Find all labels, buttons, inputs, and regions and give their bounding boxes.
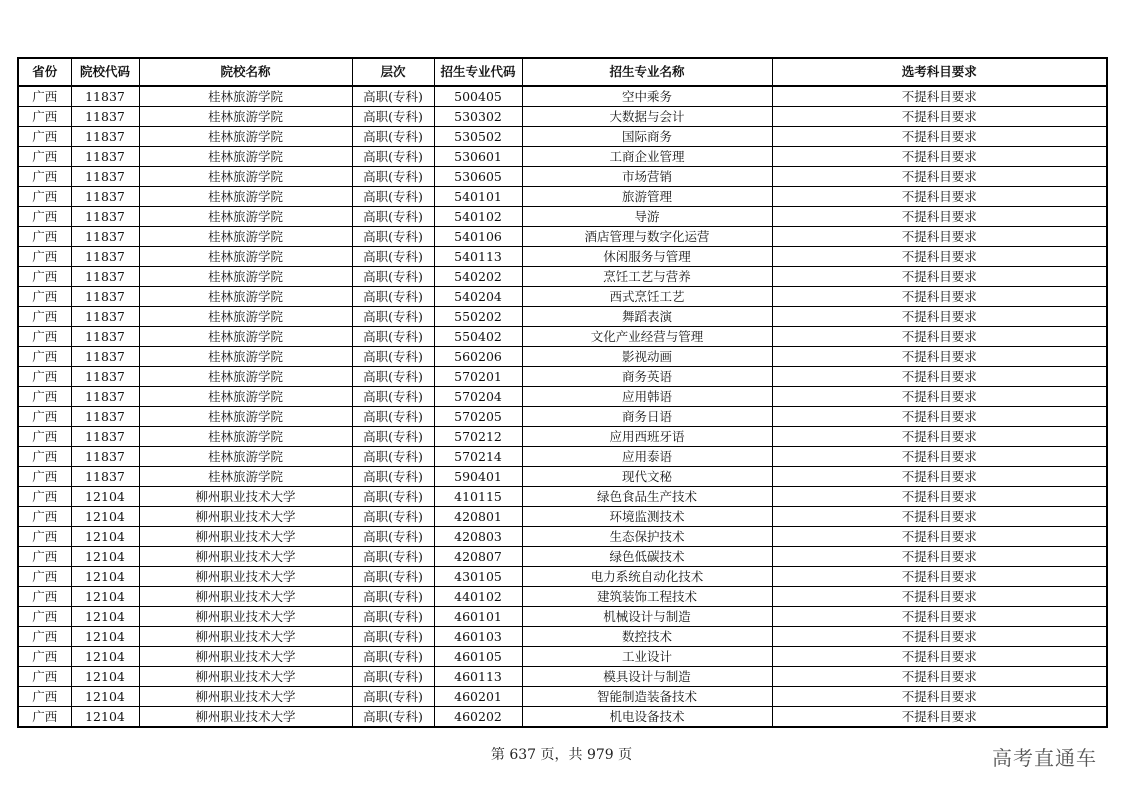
cell-province: 广西	[18, 347, 71, 367]
cell-level: 高职(专科)	[352, 327, 434, 347]
cell-subject-requirement: 不提科目要求	[772, 527, 1107, 547]
cell-level: 高职(专科)	[352, 387, 434, 407]
table-row	[18, 407, 1107, 427]
cell-school-name: 桂林旅游学院	[139, 127, 352, 147]
table-row	[18, 167, 1107, 187]
cell-province: 广西	[18, 407, 71, 427]
cell-school-code: 12104	[71, 547, 139, 567]
cell-subject-requirement: 不提科目要求	[772, 307, 1107, 327]
cell-school-name: 柳州职业技术大学	[139, 487, 352, 507]
cell-major-code: 530502	[434, 127, 522, 147]
col-header-major-code: 招生专业代码	[434, 58, 522, 86]
cell-subject-requirement: 不提科目要求	[772, 86, 1107, 107]
cell-province: 广西	[18, 567, 71, 587]
cell-level: 高职(专科)	[352, 487, 434, 507]
table-row	[18, 147, 1107, 167]
cell-major-code: 540102	[434, 207, 522, 227]
cell-province: 广西	[18, 647, 71, 667]
col-header-level: 层次	[352, 58, 434, 86]
cell-province: 广西	[18, 227, 71, 247]
table-row	[18, 487, 1107, 507]
cell-school-code: 12104	[71, 647, 139, 667]
cell-province: 广西	[18, 687, 71, 707]
cell-school-name: 桂林旅游学院	[139, 147, 352, 167]
cell-major-code: 570204	[434, 387, 522, 407]
cell-subject-requirement: 不提科目要求	[772, 387, 1107, 407]
cell-province: 广西	[18, 467, 71, 487]
cell-level: 高职(专科)	[352, 527, 434, 547]
cell-school-code: 12104	[71, 667, 139, 687]
table-row	[18, 507, 1107, 527]
cell-major-name: 环境监测技术	[522, 507, 772, 527]
cell-school-code: 11837	[71, 367, 139, 387]
cell-school-name: 柳州职业技术大学	[139, 647, 352, 667]
cell-school-name: 柳州职业技术大学	[139, 567, 352, 587]
table-row	[18, 427, 1107, 447]
cell-subject-requirement: 不提科目要求	[772, 427, 1107, 447]
cell-level: 高职(专科)	[352, 467, 434, 487]
cell-subject-requirement: 不提科目要求	[772, 167, 1107, 187]
cell-subject-requirement: 不提科目要求	[772, 247, 1107, 267]
cell-subject-requirement: 不提科目要求	[772, 507, 1107, 527]
col-header-major-name: 招生专业名称	[522, 58, 772, 86]
cell-major-code: 420807	[434, 547, 522, 567]
cell-level: 高职(专科)	[352, 247, 434, 267]
cell-major-name: 空中乘务	[522, 86, 772, 107]
table-row	[18, 467, 1107, 487]
table-row	[18, 287, 1107, 307]
cell-province: 广西	[18, 627, 71, 647]
cell-level: 高职(专科)	[352, 627, 434, 647]
table-row	[18, 547, 1107, 567]
cell-level: 高职(专科)	[352, 347, 434, 367]
cell-level: 高职(专科)	[352, 227, 434, 247]
table-row	[18, 107, 1107, 127]
cell-school-name: 柳州职业技术大学	[139, 667, 352, 687]
table-row	[18, 187, 1107, 207]
cell-major-code: 550202	[434, 307, 522, 327]
cell-subject-requirement: 不提科目要求	[772, 607, 1107, 627]
cell-major-code: 570205	[434, 407, 522, 427]
cell-province: 广西	[18, 327, 71, 347]
cell-major-name: 数控技术	[522, 627, 772, 647]
cell-school-code: 11837	[71, 387, 139, 407]
cell-subject-requirement: 不提科目要求	[772, 347, 1107, 367]
table-header	[18, 58, 1107, 86]
cell-province: 广西	[18, 367, 71, 387]
cell-province: 广西	[18, 267, 71, 287]
header-row	[18, 58, 1107, 86]
cell-major-name: 绿色低碳技术	[522, 547, 772, 567]
cell-school-name: 桂林旅游学院	[139, 387, 352, 407]
cell-province: 广西	[18, 107, 71, 127]
cell-subject-requirement: 不提科目要求	[772, 187, 1107, 207]
cell-major-code: 460113	[434, 667, 522, 687]
cell-province: 广西	[18, 127, 71, 147]
cell-major-code: 530605	[434, 167, 522, 187]
cell-subject-requirement: 不提科目要求	[772, 447, 1107, 467]
cell-province: 广西	[18, 207, 71, 227]
cell-province: 广西	[18, 187, 71, 207]
cell-province: 广西	[18, 507, 71, 527]
cell-school-code: 12104	[71, 527, 139, 547]
table-row	[18, 587, 1107, 607]
cell-major-name: 舞蹈表演	[522, 307, 772, 327]
cell-subject-requirement: 不提科目要求	[772, 647, 1107, 667]
cell-major-code: 460105	[434, 647, 522, 667]
cell-major-name: 大数据与会计	[522, 107, 772, 127]
cell-major-code: 530302	[434, 107, 522, 127]
cell-major-code: 570201	[434, 367, 522, 387]
cell-level: 高职(专科)	[352, 187, 434, 207]
cell-school-name: 桂林旅游学院	[139, 187, 352, 207]
cell-province: 广西	[18, 547, 71, 567]
cell-school-name: 桂林旅游学院	[139, 467, 352, 487]
table-row	[18, 387, 1107, 407]
col-header-province: 省份	[18, 58, 71, 86]
cell-subject-requirement: 不提科目要求	[772, 267, 1107, 287]
table-row	[18, 707, 1107, 728]
cell-school-name: 桂林旅游学院	[139, 247, 352, 267]
cell-major-name: 导游	[522, 207, 772, 227]
cell-subject-requirement: 不提科目要求	[772, 567, 1107, 587]
cell-level: 高职(专科)	[352, 567, 434, 587]
cell-province: 广西	[18, 247, 71, 267]
cell-school-name: 桂林旅游学院	[139, 307, 352, 327]
cell-subject-requirement: 不提科目要求	[772, 467, 1107, 487]
cell-major-code: 560206	[434, 347, 522, 367]
cell-level: 高职(专科)	[352, 447, 434, 467]
col-header-school-name: 院校名称	[139, 58, 352, 86]
cell-major-code: 420801	[434, 507, 522, 527]
cell-major-name: 工商企业管理	[522, 147, 772, 167]
cell-level: 高职(专科)	[352, 127, 434, 147]
cell-subject-requirement: 不提科目要求	[772, 487, 1107, 507]
table-row	[18, 447, 1107, 467]
table-row	[18, 627, 1107, 647]
cell-level: 高职(专科)	[352, 507, 434, 527]
cell-school-code: 12104	[71, 507, 139, 527]
cell-school-code: 12104	[71, 627, 139, 647]
cell-province: 广西	[18, 707, 71, 728]
cell-school-code: 11837	[71, 307, 139, 327]
cell-school-code: 11837	[71, 147, 139, 167]
cell-subject-requirement: 不提科目要求	[772, 227, 1107, 247]
cell-school-code: 11837	[71, 227, 139, 247]
cell-school-name: 桂林旅游学院	[139, 347, 352, 367]
cell-level: 高职(专科)	[352, 667, 434, 687]
cell-subject-requirement: 不提科目要求	[772, 627, 1107, 647]
cell-school-code: 11837	[71, 467, 139, 487]
cell-school-name: 桂林旅游学院	[139, 367, 352, 387]
cell-level: 高职(专科)	[352, 207, 434, 227]
cell-major-code: 530601	[434, 147, 522, 167]
cell-level: 高职(专科)	[352, 707, 434, 728]
cell-major-code: 570214	[434, 447, 522, 467]
cell-major-name: 工业设计	[522, 647, 772, 667]
cell-school-code: 12104	[71, 607, 139, 627]
cell-subject-requirement: 不提科目要求	[772, 667, 1107, 687]
cell-school-code: 12104	[71, 587, 139, 607]
cell-level: 高职(专科)	[352, 587, 434, 607]
table-row	[18, 527, 1107, 547]
cell-school-code: 11837	[71, 247, 139, 267]
cell-level: 高职(专科)	[352, 367, 434, 387]
cell-major-name: 酒店管理与数字化运营	[522, 227, 772, 247]
cell-major-name: 生态保护技术	[522, 527, 772, 547]
cell-school-name: 柳州职业技术大学	[139, 607, 352, 627]
cell-school-name: 桂林旅游学院	[139, 167, 352, 187]
cell-major-name: 烹饪工艺与营养	[522, 267, 772, 287]
cell-level: 高职(专科)	[352, 86, 434, 107]
cell-school-name: 桂林旅游学院	[139, 227, 352, 247]
table-row	[18, 227, 1107, 247]
col-header-subject-requirement: 选考科目要求	[772, 58, 1107, 86]
cell-major-code: 420803	[434, 527, 522, 547]
cell-major-code: 460103	[434, 627, 522, 647]
cell-major-name: 旅游管理	[522, 187, 772, 207]
table-row	[18, 327, 1107, 347]
cell-subject-requirement: 不提科目要求	[772, 367, 1107, 387]
cell-school-code: 12104	[71, 567, 139, 587]
cell-school-name: 柳州职业技术大学	[139, 687, 352, 707]
cell-school-code: 11837	[71, 107, 139, 127]
table-row	[18, 687, 1107, 707]
cell-level: 高职(专科)	[352, 267, 434, 287]
cell-level: 高职(专科)	[352, 647, 434, 667]
cell-subject-requirement: 不提科目要求	[772, 707, 1107, 728]
cell-major-code: 540113	[434, 247, 522, 267]
cell-school-name: 桂林旅游学院	[139, 327, 352, 347]
cell-major-code: 540202	[434, 267, 522, 287]
table-row	[18, 307, 1107, 327]
cell-school-name: 柳州职业技术大学	[139, 587, 352, 607]
cell-school-name: 桂林旅游学院	[139, 447, 352, 467]
cell-major-name: 西式烹饪工艺	[522, 287, 772, 307]
cell-subject-requirement: 不提科目要求	[772, 127, 1107, 147]
cell-major-name: 建筑装饰工程技术	[522, 587, 772, 607]
table-row	[18, 347, 1107, 367]
cell-school-code: 11837	[71, 427, 139, 447]
cell-major-code: 460101	[434, 607, 522, 627]
cell-subject-requirement: 不提科目要求	[772, 207, 1107, 227]
cell-province: 广西	[18, 427, 71, 447]
cell-major-name: 模具设计与制造	[522, 667, 772, 687]
cell-major-name: 现代文秘	[522, 467, 772, 487]
cell-school-name: 桂林旅游学院	[139, 407, 352, 427]
cell-major-code: 540204	[434, 287, 522, 307]
cell-school-code: 11837	[71, 407, 139, 427]
cell-major-name: 文化产业经营与管理	[522, 327, 772, 347]
cell-subject-requirement: 不提科目要求	[772, 287, 1107, 307]
cell-school-name: 桂林旅游学院	[139, 107, 352, 127]
cell-school-name: 桂林旅游学院	[139, 427, 352, 447]
cell-major-name: 应用泰语	[522, 447, 772, 467]
cell-level: 高职(专科)	[352, 427, 434, 447]
cell-school-code: 12104	[71, 687, 139, 707]
cell-level: 高职(专科)	[352, 547, 434, 567]
cell-school-name: 柳州职业技术大学	[139, 507, 352, 527]
cell-school-name: 桂林旅游学院	[139, 86, 352, 107]
table-row	[18, 247, 1107, 267]
table-row	[18, 86, 1107, 107]
cell-level: 高职(专科)	[352, 287, 434, 307]
cell-school-code: 11837	[71, 167, 139, 187]
cell-school-code: 11837	[71, 86, 139, 107]
table-row	[18, 647, 1107, 667]
cell-major-code: 540101	[434, 187, 522, 207]
cell-school-code: 11837	[71, 207, 139, 227]
cell-level: 高职(专科)	[352, 107, 434, 127]
cell-major-code: 460201	[434, 687, 522, 707]
cell-level: 高职(专科)	[352, 167, 434, 187]
cell-school-code: 11837	[71, 127, 139, 147]
cell-major-code: 440102	[434, 587, 522, 607]
cell-subject-requirement: 不提科目要求	[772, 587, 1107, 607]
cell-school-code: 11837	[71, 187, 139, 207]
cell-province: 广西	[18, 86, 71, 107]
cell-subject-requirement: 不提科目要求	[772, 107, 1107, 127]
cell-major-code: 540106	[434, 227, 522, 247]
cell-major-name: 影视动画	[522, 347, 772, 367]
cell-major-name: 绿色食品生产技术	[522, 487, 772, 507]
cell-school-code: 11837	[71, 327, 139, 347]
cell-major-name: 市场营销	[522, 167, 772, 187]
cell-school-code: 12104	[71, 707, 139, 728]
cell-major-name: 电力系统自动化技术	[522, 567, 772, 587]
cell-level: 高职(专科)	[352, 147, 434, 167]
cell-level: 高职(专科)	[352, 407, 434, 427]
cell-major-name: 应用韩语	[522, 387, 772, 407]
cell-major-name: 国际商务	[522, 127, 772, 147]
cell-subject-requirement: 不提科目要求	[772, 407, 1107, 427]
cell-province: 广西	[18, 607, 71, 627]
cell-school-name: 柳州职业技术大学	[139, 547, 352, 567]
table-row	[18, 127, 1107, 147]
cell-major-code: 570212	[434, 427, 522, 447]
cell-school-name: 桂林旅游学院	[139, 207, 352, 227]
cell-major-code: 430105	[434, 567, 522, 587]
cell-province: 广西	[18, 287, 71, 307]
cell-major-name: 应用西班牙语	[522, 427, 772, 447]
cell-major-code: 590401	[434, 467, 522, 487]
cell-province: 广西	[18, 487, 71, 507]
cell-province: 广西	[18, 307, 71, 327]
cell-subject-requirement: 不提科目要求	[772, 327, 1107, 347]
cell-level: 高职(专科)	[352, 307, 434, 327]
cell-major-name: 商务英语	[522, 367, 772, 387]
cell-school-name: 柳州职业技术大学	[139, 527, 352, 547]
table-row	[18, 367, 1107, 387]
cell-major-name: 休闲服务与管理	[522, 247, 772, 267]
cell-major-code: 550402	[434, 327, 522, 347]
cell-school-code: 11837	[71, 267, 139, 287]
table-row	[18, 207, 1107, 227]
cell-school-name: 桂林旅游学院	[139, 267, 352, 287]
cell-major-name: 机电设备技术	[522, 707, 772, 728]
cell-major-code: 410115	[434, 487, 522, 507]
cell-school-name: 柳州职业技术大学	[139, 627, 352, 647]
table-row	[18, 607, 1107, 627]
cell-major-code: 460202	[434, 707, 522, 728]
cell-province: 广西	[18, 387, 71, 407]
cell-province: 广西	[18, 147, 71, 167]
cell-school-code: 11837	[71, 447, 139, 467]
table-body	[18, 86, 1107, 727]
cell-province: 广西	[18, 667, 71, 687]
cell-subject-requirement: 不提科目要求	[772, 687, 1107, 707]
cell-province: 广西	[18, 587, 71, 607]
cell-school-code: 11837	[71, 287, 139, 307]
cell-school-code: 12104	[71, 487, 139, 507]
cell-province: 广西	[18, 447, 71, 467]
table-row	[18, 567, 1107, 587]
table-row	[18, 667, 1107, 687]
cell-major-code: 500405	[434, 86, 522, 107]
cell-major-name: 机械设计与制造	[522, 607, 772, 627]
cell-school-name: 桂林旅游学院	[139, 287, 352, 307]
cell-major-name: 商务日语	[522, 407, 772, 427]
col-header-school-code: 院校代码	[71, 58, 139, 86]
cell-province: 广西	[18, 167, 71, 187]
cell-school-code: 11837	[71, 347, 139, 367]
cell-level: 高职(专科)	[352, 607, 434, 627]
cell-subject-requirement: 不提科目要求	[772, 547, 1107, 567]
cell-major-name: 智能制造装备技术	[522, 687, 772, 707]
cell-school-name: 柳州职业技术大学	[139, 707, 352, 728]
cell-subject-requirement: 不提科目要求	[772, 147, 1107, 167]
table-row	[18, 267, 1107, 287]
cell-level: 高职(专科)	[352, 687, 434, 707]
cell-province: 广西	[18, 527, 71, 547]
page-number: 第 637 页，共 979 页	[490, 747, 633, 763]
enrollment-table	[17, 57, 1108, 728]
watermark-logo-text: 高考直通车	[992, 746, 1097, 770]
